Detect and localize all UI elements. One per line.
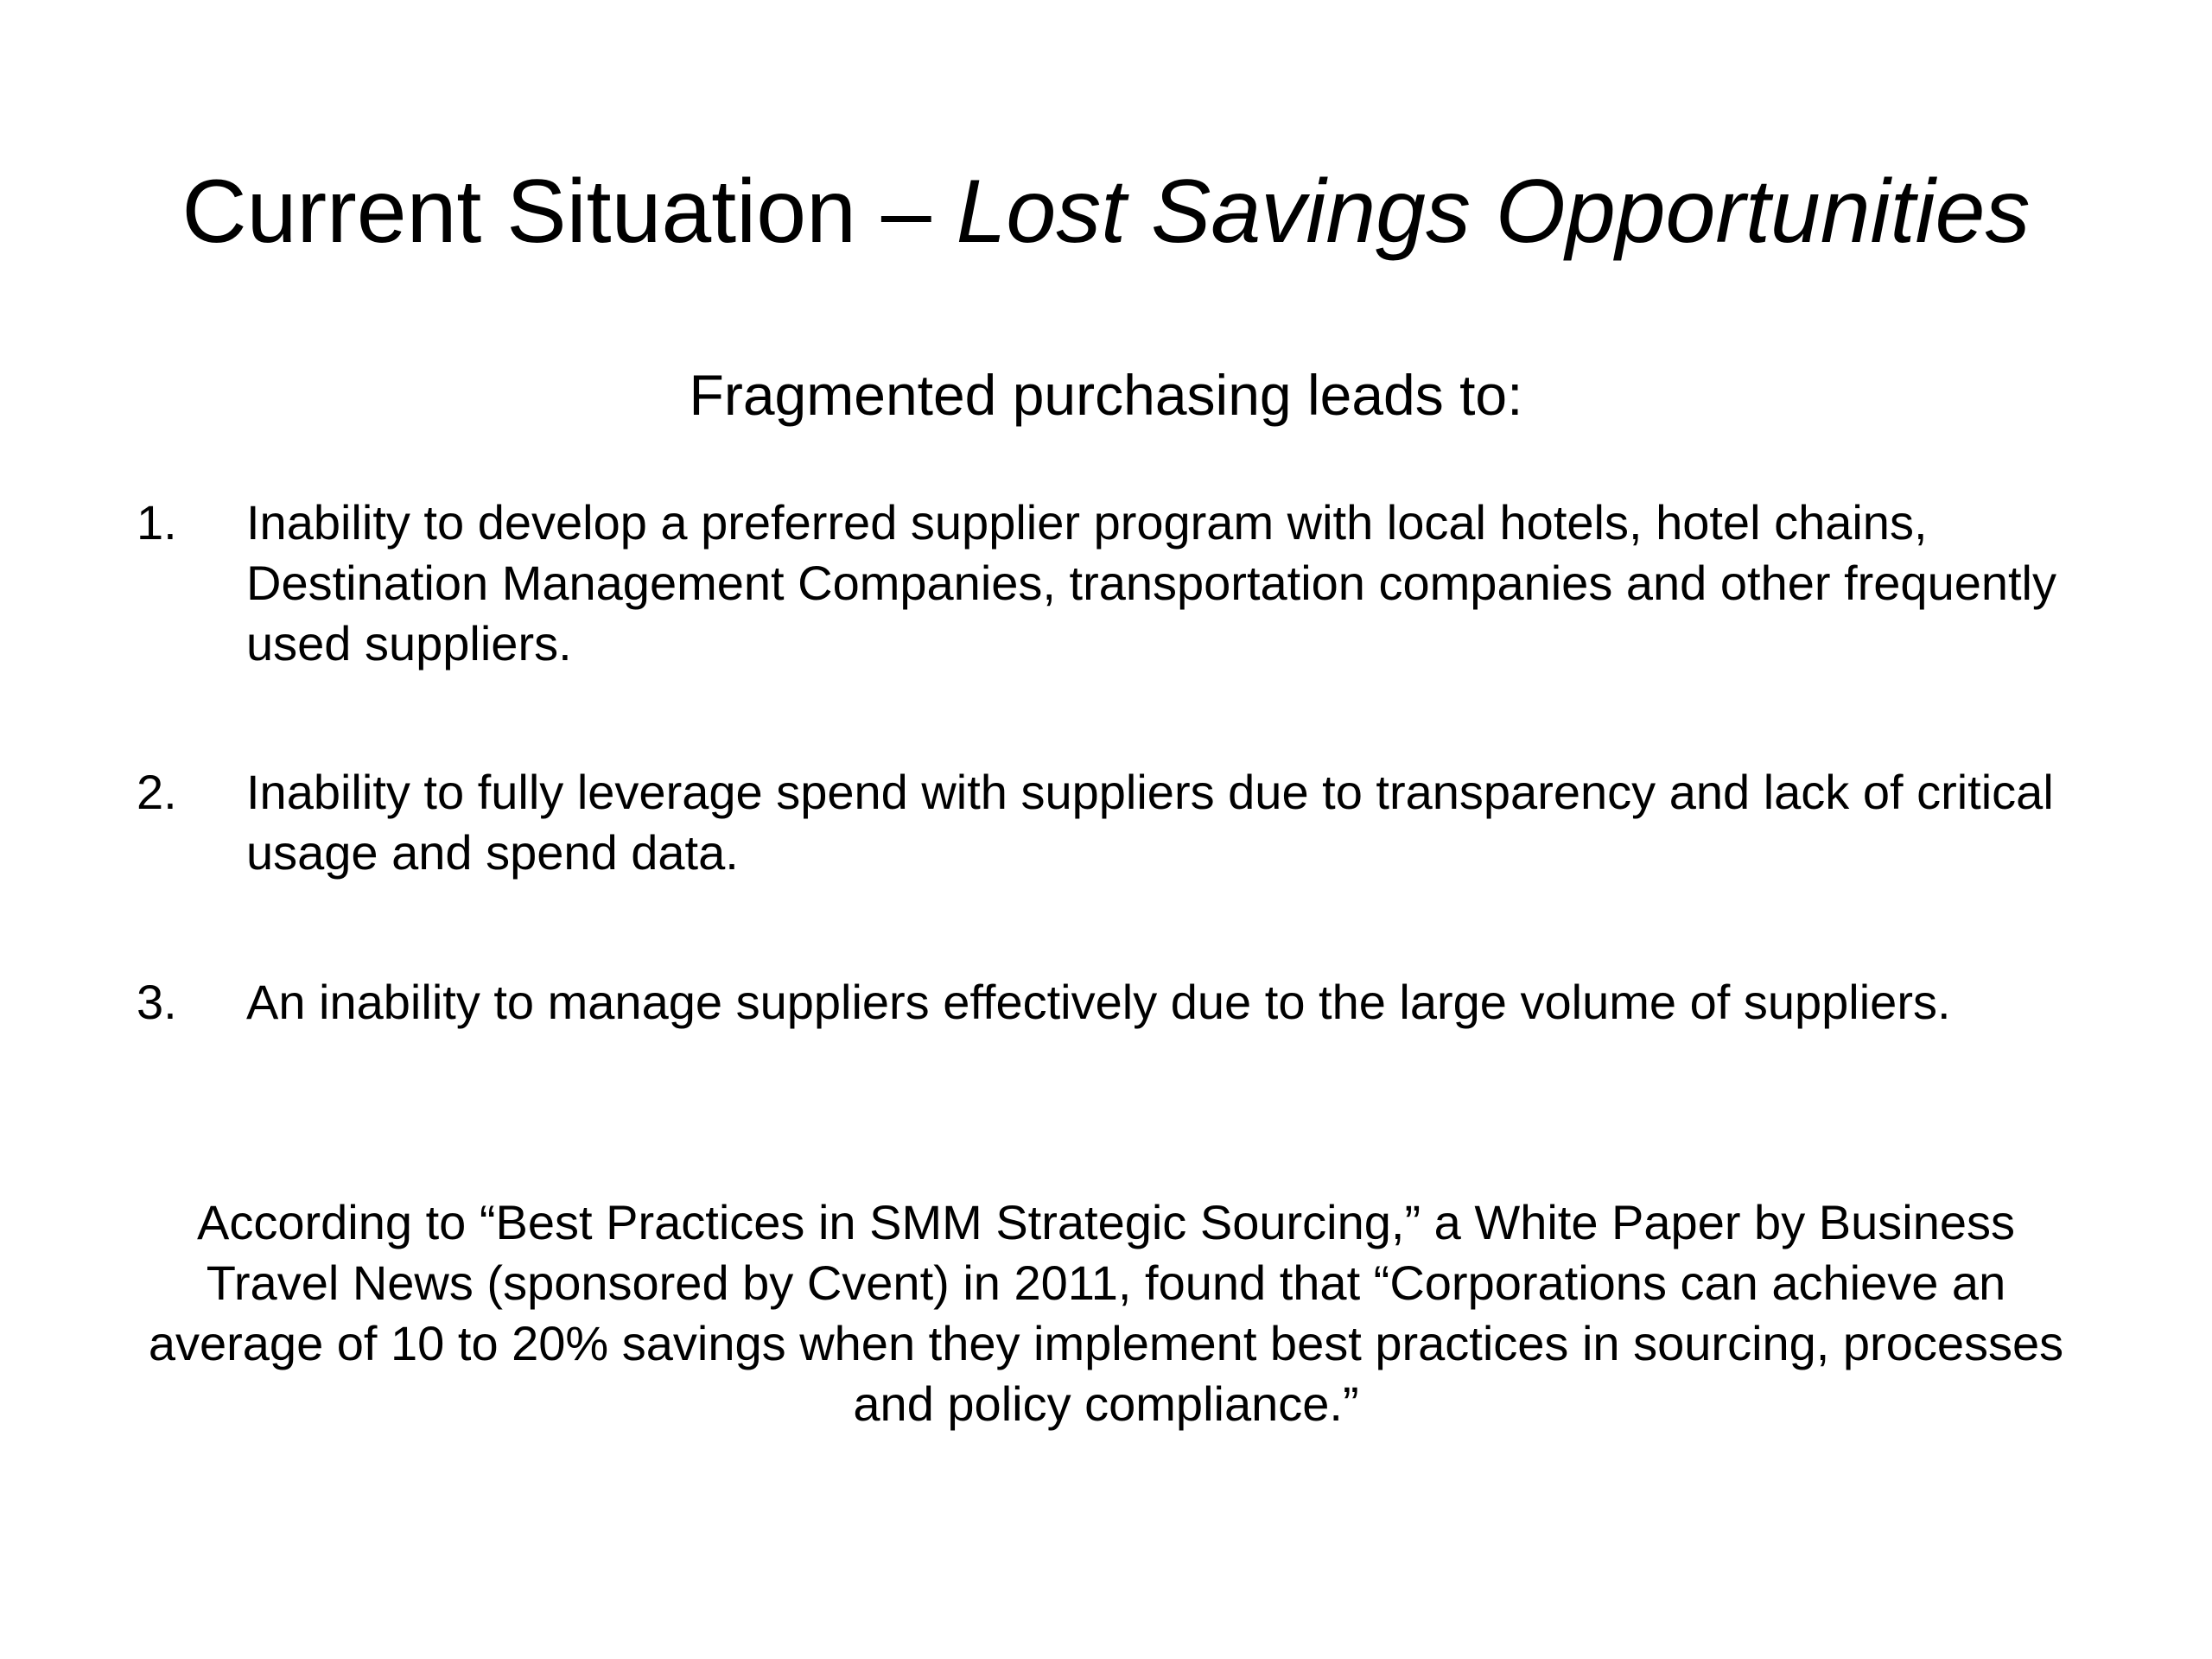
list-item-number: 1.	[137, 495, 177, 550]
list-item	[130, 762, 2117, 883]
slide-title	[0, 147, 2212, 276]
list-item	[130, 972, 2117, 1033]
list-item-text: An inability to manage suppliers effectively due to the large volume of suppliers.	[246, 975, 1951, 1029]
slide-subtitle: Fragmented purchasing leads to:	[689, 363, 1523, 427]
citation-quote: According to “Best Practices in SMM Strategic Sourcing,” a White Paper by Business Travel News (sponsored by Cvent) in 2011, found that “Corporations can achieve an average of 10 to 20% savings when they implement best practices in sourcing, processes and policy compliance.”	[148, 1195, 2064, 1431]
list-item-number: 3.	[137, 975, 177, 1029]
list-item-text: Inability to develop a preferred supplier program with local hotels, hotel chains, Destination Management Companies, transportation companies and other frequently used suppliers.	[246, 495, 2056, 671]
list-item-text: Inability to fully leverage spend with suppliers due to transparency and lack of critical usage and spend data.	[246, 765, 2054, 880]
list-item	[130, 493, 2117, 674]
title-emphasis: Lost Savings Opportunities	[956, 162, 2031, 262]
title-main: Current Situation –	[181, 162, 957, 262]
list-item-number: 2.	[137, 765, 177, 819]
